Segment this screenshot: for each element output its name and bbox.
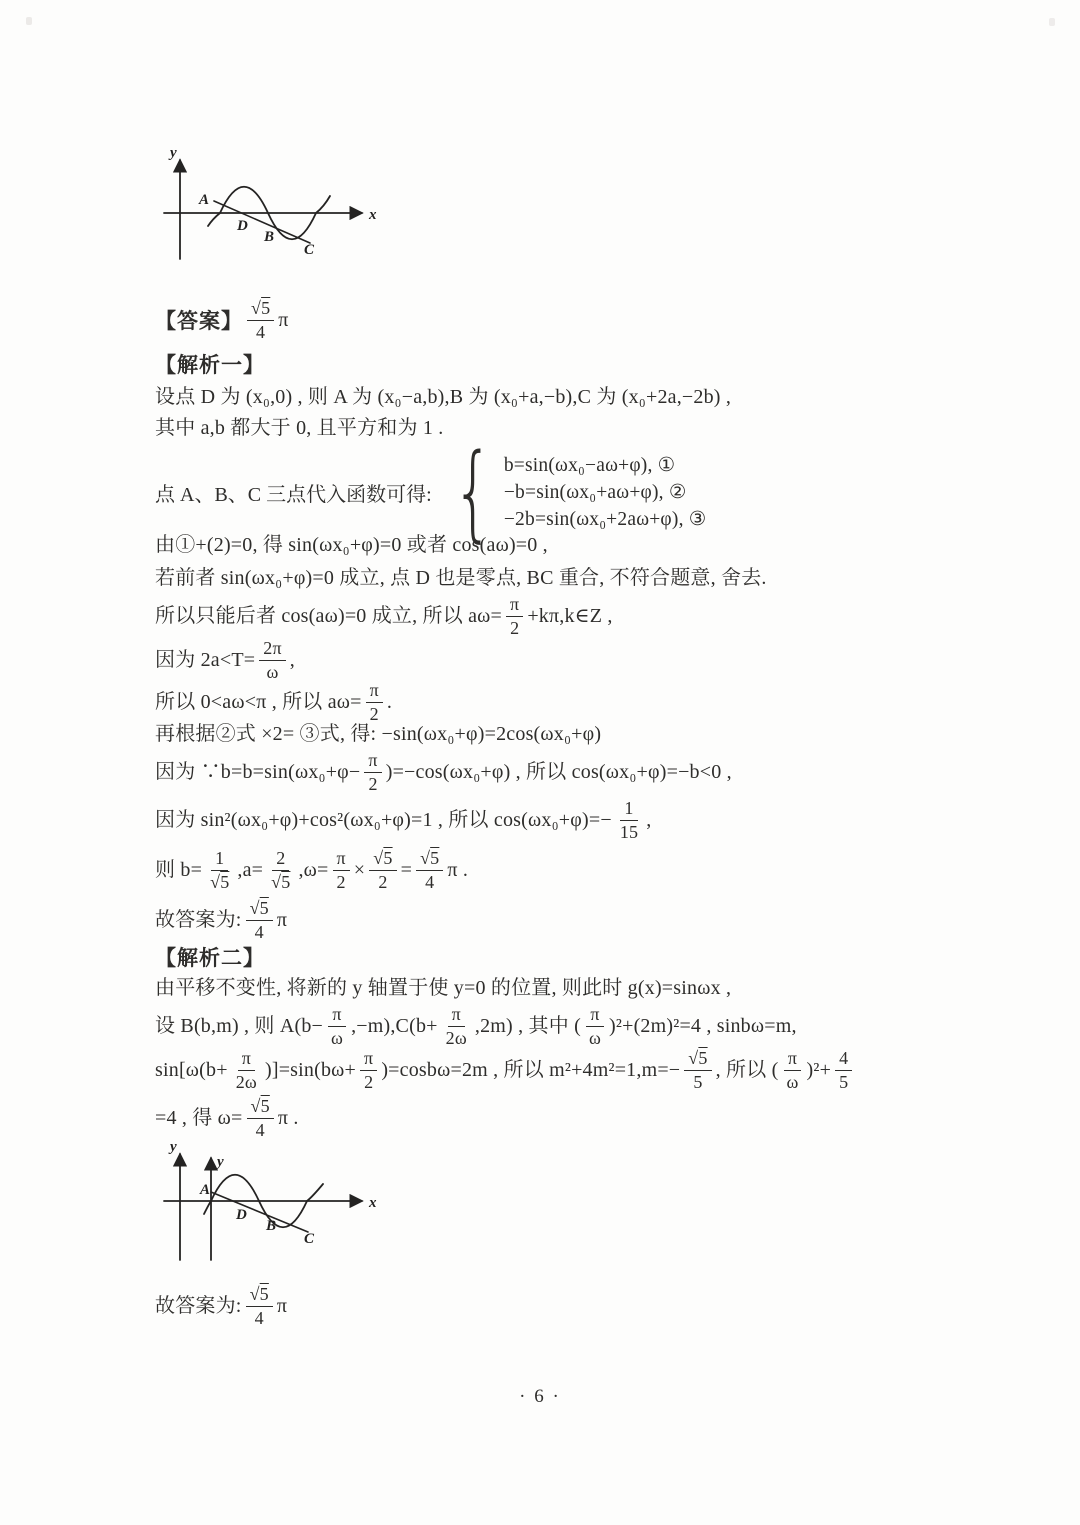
radicand: 5 [281, 872, 291, 893]
fraction-denominator: 2 [336, 872, 346, 893]
fraction-denominator: 5 [693, 1072, 703, 1093]
text-run: )²+(2m)²=4 , sinbω=m, [609, 1015, 797, 1038]
fraction-numerator: 2 [272, 848, 289, 871]
text-run: )=cosbω=2m , 所以 m²+4m²=1,m=− [381, 1059, 681, 1082]
analysis1-heading [155, 352, 265, 378]
fraction-numerator: √5 [246, 898, 273, 921]
solution-line [155, 533, 548, 558]
fraction [416, 848, 443, 893]
fraction [247, 1096, 274, 1141]
fraction-denominator: 4 [256, 322, 266, 343]
fraction-denominator: 5 [839, 1072, 849, 1093]
fraction-denominator: √5 [210, 872, 230, 893]
solution-line [155, 566, 767, 591]
text-run: π . [277, 1107, 299, 1130]
fraction-numerator: π [238, 1048, 255, 1071]
text-run: 因为 sin²(ωx₀+φ)+cos²(ωx₀+φ)=1 , 所以 cos(ωx₀+φ)=− [155, 809, 612, 832]
curly-brace: { [452, 431, 494, 553]
text-run: +kπ,k∈Z , [527, 605, 613, 628]
fraction-numerator: 2π [259, 638, 286, 661]
secant-line [214, 201, 310, 243]
fraction-numerator: π [364, 750, 381, 773]
fraction-denominator: 15 [619, 822, 639, 843]
text-run: 故答案为: [155, 909, 242, 932]
radicand: 5 [430, 848, 440, 868]
text-run: 由①+(2)=0, 得 sin(ωx₀+φ)=0 或者 cos(aω)=0 , [155, 534, 548, 556]
solution-line [155, 592, 613, 641]
radicand: 5 [259, 1284, 269, 1304]
fraction-denominator: 4 [425, 872, 435, 893]
fraction [616, 798, 642, 843]
point-c-label: C [304, 1231, 315, 1247]
radicand: 5 [220, 872, 230, 893]
fraction-denominator: 4 [255, 1120, 265, 1141]
fraction-denominator: 2 [369, 704, 379, 725]
fraction-denominator: ω [588, 1028, 602, 1049]
fraction [585, 1004, 605, 1049]
text-run: 所以只能后者 cos(aω)=0 成立, 所以 aω= [155, 605, 503, 628]
equation-system-intro: 点 A、B、C 三点代入函数可得: [155, 484, 432, 507]
radicand: 5 [260, 1096, 270, 1116]
text-run: 设点 D 为 (x₀,0) , 则 A 为 (x₀−a,b),B 为 (x₀+a,−b),C 为 (x₀+2a,−2b) , [155, 386, 732, 408]
solution-line [155, 896, 287, 945]
fraction [232, 1048, 261, 1093]
fraction [684, 1048, 711, 1093]
fraction-denominator: 2 [378, 872, 388, 893]
equation-row: −2b=sin(ωx₀+2aω+φ), ③ [503, 509, 707, 531]
old-y-axis-label: y [170, 1140, 177, 1155]
fraction [246, 898, 273, 943]
point-d-label: D [236, 1207, 247, 1223]
solution-line [155, 748, 732, 797]
solution-line [155, 416, 443, 441]
sine-graph-figure-2 [158, 1140, 408, 1272]
text-run: ,2m) , 其中 ( [474, 1015, 581, 1038]
fraction [369, 848, 396, 893]
fraction [247, 298, 274, 343]
solution-line [155, 722, 601, 747]
text-run: π [276, 909, 288, 932]
text-run: 因为 2a<T= [155, 649, 256, 672]
fraction [333, 848, 350, 893]
secant-line [211, 1192, 308, 1232]
fraction-numerator: π [784, 1048, 801, 1071]
fraction [782, 1048, 802, 1093]
text-run: 若前者 sin(ωx₀+φ)=0 成立, 点 D 也是零点, BC 重合, 不符合题意, 舍去. [155, 567, 767, 589]
fraction [327, 1004, 347, 1049]
fraction-numerator: π [506, 594, 523, 617]
equation-system-rows [504, 452, 707, 533]
point-a-label: A [199, 192, 210, 208]
fraction [366, 680, 383, 725]
point-c-label: C [304, 242, 315, 258]
solution-line [155, 678, 392, 727]
section-label: 【解析一】 [155, 353, 265, 377]
fraction-denominator: ω [266, 662, 279, 683]
point-a-label: A [200, 1182, 211, 1198]
fraction [360, 1048, 377, 1093]
new-y-axis-label: y [217, 1154, 224, 1170]
fraction-numerator: √5 [369, 848, 396, 871]
fraction-numerator: √5 [246, 1284, 273, 1307]
text-run: =4 , 得 ω= [155, 1107, 243, 1130]
text-run: )=−cos(ωx₀+φ) , 所以 cos(ωx₀+φ)=−b<0 , [385, 761, 732, 784]
text-run: 故答案为: [155, 1295, 242, 1318]
text-run: 其中 a,b 都大于 0, 且平方和为 1 . [155, 417, 444, 439]
fraction-denominator: 2 [368, 774, 378, 795]
fraction [246, 1284, 273, 1329]
text-run: π . [447, 859, 469, 882]
x-axis-label: x [369, 1195, 377, 1211]
solution-line [155, 1046, 856, 1095]
text-run: , [646, 809, 652, 832]
fraction [835, 1048, 852, 1093]
fraction-numerator: √5 [684, 1048, 711, 1071]
text-run: ,a= [237, 859, 264, 882]
fraction-denominator: 2 [364, 1072, 374, 1093]
analysis2-heading [155, 945, 265, 971]
solution-line [155, 1094, 299, 1143]
fraction-numerator: 1 [620, 798, 637, 821]
radicand: 5 [383, 848, 393, 868]
fraction-numerator: √5 [247, 1096, 274, 1119]
text-run: 则 b= [155, 859, 203, 882]
text-run: , [289, 649, 295, 672]
radicand: 5 [259, 898, 269, 918]
fraction-numerator: 1 [211, 848, 228, 871]
fraction-numerator: π [586, 1004, 603, 1027]
fraction [442, 1004, 471, 1049]
text-run: π [278, 309, 289, 332]
solution-line [155, 976, 731, 1001]
fraction-numerator: √5 [247, 298, 274, 321]
scan-artifact [26, 17, 32, 25]
solution-line [155, 846, 468, 895]
fraction-denominator: 4 [254, 922, 264, 943]
fraction-numerator: π [333, 848, 350, 871]
text-run: 所以 0<aω<π , 所以 aω= [155, 691, 362, 714]
fraction-numerator: √5 [416, 848, 443, 871]
answer-line [155, 296, 289, 345]
fraction-numerator: π [328, 1004, 345, 1027]
solution-line [155, 1002, 797, 1051]
x-axis-label: x [369, 207, 377, 223]
fraction-numerator: π [448, 1004, 465, 1027]
text-run: . [386, 691, 393, 714]
text-run: sin[ω(b+ [155, 1059, 228, 1082]
section-label: 【答案】 [155, 308, 243, 333]
text-run: = [400, 859, 413, 882]
fraction-numerator: 4 [835, 1048, 852, 1071]
solution-line [155, 796, 651, 845]
equation-row: b=sin(ωx₀−aω+φ), ① [503, 455, 676, 477]
equation-row: −b=sin(ωx₀+aω+φ), ② [503, 482, 687, 504]
fraction [364, 750, 381, 795]
point-d-label: D [237, 218, 248, 234]
text-run: π [276, 1295, 288, 1318]
text-run: 由平移不变性, 将新的 y 轴置于使 y=0 的位置, 则此时 g(x)=sinωx , [155, 977, 732, 999]
sine-graph-figure-1 [158, 146, 408, 274]
scan-artifact [1049, 18, 1055, 26]
fraction-numerator: π [360, 1048, 377, 1071]
text-run: , 所以 ( [715, 1059, 779, 1082]
fraction-denominator: 2ω [445, 1028, 467, 1049]
text-run: 因为 ∵b=b=sin(ωx₀+φ− [155, 761, 361, 784]
y-axis-label: y [170, 146, 177, 161]
radicand: 5 [261, 298, 271, 318]
fraction-denominator: √5 [271, 872, 291, 893]
text-run: × [353, 859, 366, 882]
text-run: ,−m),C(b+ [351, 1015, 438, 1038]
fraction [259, 638, 286, 683]
page-number: · 6 · [519, 1386, 561, 1407]
text-run: ,ω= [298, 859, 329, 882]
fraction-denominator: ω [331, 1028, 344, 1049]
point-b-label: B [266, 1218, 277, 1234]
section-label: 【解析二】 [155, 946, 265, 970]
final-answer-line [155, 1282, 287, 1331]
fraction-denominator: 2ω [235, 1072, 257, 1093]
text-run: 再根据②式 ×2= ③式, 得: −sin(ωx₀+φ)=2cos(ωx₀+φ) [155, 723, 602, 745]
text-run: )²+ [806, 1059, 832, 1082]
text-run: )]=sin(bω+ [264, 1059, 357, 1082]
radicand: 5 [698, 1048, 708, 1068]
solution-line [155, 385, 731, 410]
fraction [506, 594, 523, 639]
fraction-numerator: π [366, 680, 383, 703]
text-run: 设 B(b,m) , 则 A(b− [155, 1015, 323, 1038]
fraction-denominator: ω [786, 1072, 799, 1093]
fraction [267, 848, 294, 893]
fraction-denominator: 2 [510, 618, 520, 639]
fraction-denominator: 4 [254, 1308, 264, 1329]
point-b-label: B [264, 229, 275, 245]
fraction [206, 848, 233, 893]
